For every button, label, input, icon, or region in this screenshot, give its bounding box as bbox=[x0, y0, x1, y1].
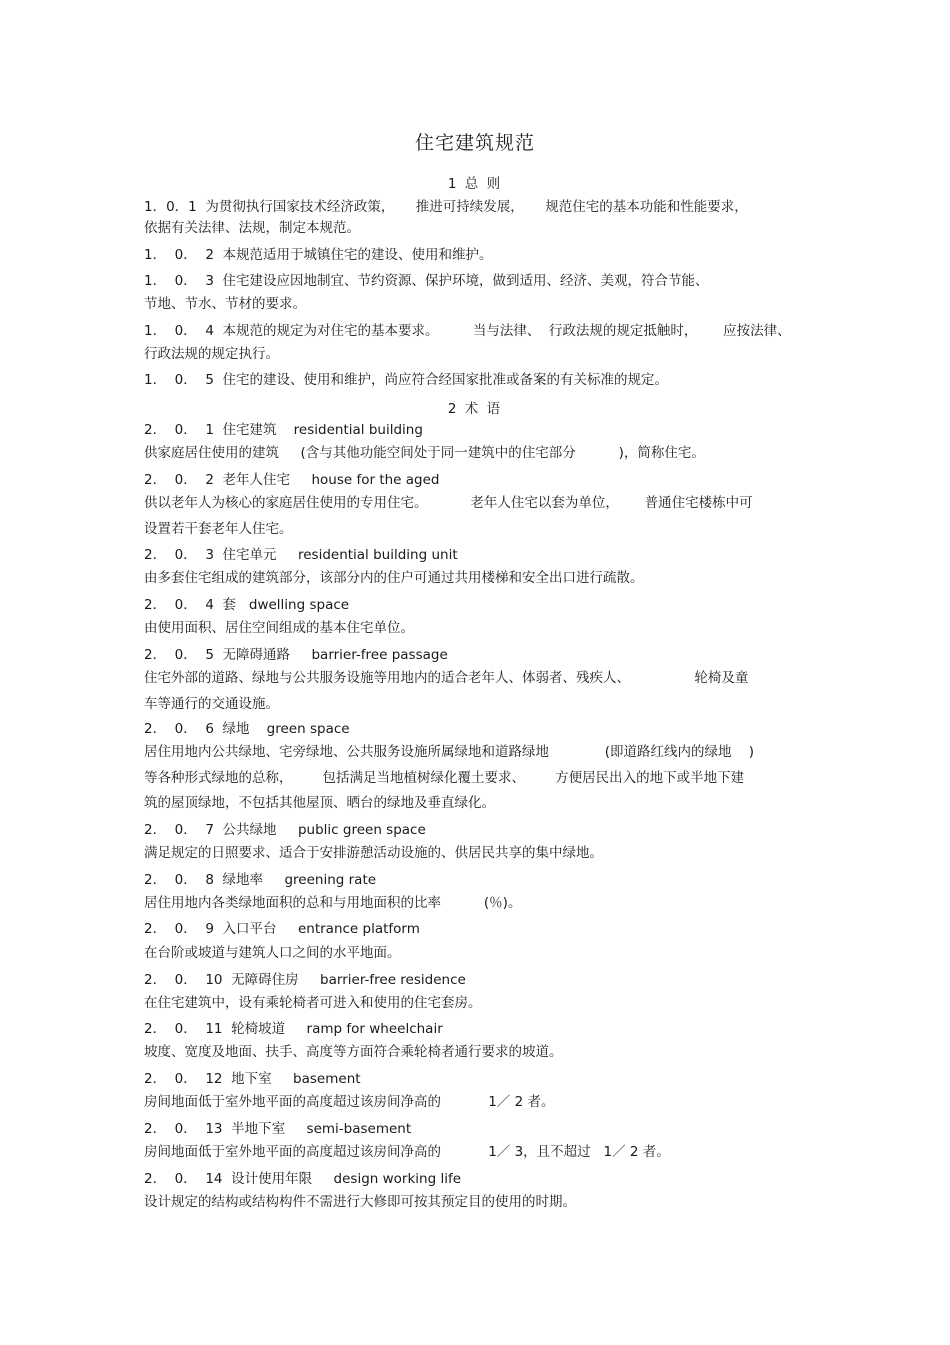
term-2-0-10: 2． 0． 10 无障碍住房 barrier-free residence bbox=[144, 972, 466, 988]
term-2-0-6-def-cont2: 筑的屋顶绿地，不包括其他屋顶、晒台的绿地及垂直绿化。 bbox=[144, 795, 495, 811]
clause-1-0-3-cont: 节地、节水、节材的要求。 bbox=[144, 296, 306, 312]
term-2-0-8-def: 居住用地内各类绿地面积的总和与用地面积的比率 (％)。 bbox=[144, 895, 522, 911]
term-2-0-3-def: 由多套住宅组成的建筑部分，该部分内的住户可通过共用楼梯和安全出口进行疏散。 bbox=[144, 570, 644, 586]
term-2-0-7: 2． 0． 7 公共绿地 public green space bbox=[144, 822, 426, 838]
term-2-0-4: 2． 0． 4 套 dwelling space bbox=[144, 597, 350, 613]
term-2-0-11: 2． 0． 11 轮椅坡道 ramp for wheelchair bbox=[144, 1021, 443, 1037]
term-2-0-5: 2． 0． 5 无障碍通路 barrier-free passage bbox=[144, 647, 448, 663]
term-2-0-8: 2． 0． 8 绿地率 greening rate bbox=[144, 872, 377, 888]
term-2-0-12-def: 房间地面低于室外地平面的高度超过该房间净高的 1／ 2 者。 bbox=[144, 1094, 555, 1110]
clause-1-0-2: 1． 0． 2 本规范适用于城镇住宅的建设、使用和维护。 bbox=[144, 247, 493, 263]
term-2-0-1: 2． 0． 1 住宅建筑 residential building bbox=[144, 422, 423, 438]
term-2-0-14: 2． 0． 14 设计使用年限 design working life bbox=[144, 1171, 462, 1187]
term-2-0-6-def-cont: 等各种形式绿地的总称， 包括满足当地植树绿化覆土要求、 方便居民出入的地下或半地下建 bbox=[144, 770, 745, 786]
term-2-0-11-def: 坡度、宽度及地面、扶手、高度等方面符合乘轮椅者通行要求的坡道。 bbox=[144, 1044, 563, 1060]
term-2-0-2: 2． 0． 2 老年人住宅 house for the aged bbox=[144, 472, 440, 488]
term-2-0-14-def: 设计规定的结构或结构构件不需进行大修即可按其预定目的使用的时期。 bbox=[144, 1194, 576, 1210]
term-2-0-7-def: 满足规定的日照要求、适合于安排游憩活动设施的、供居民共享的集中绿地。 bbox=[144, 845, 603, 861]
term-2-0-5-def-cont: 车等通行的交通设施。 bbox=[144, 696, 279, 712]
term-2-0-13-def: 房间地面低于室外地平面的高度超过该房间净高的 1／ 3，且不超过 1／ 2 者。 bbox=[144, 1144, 670, 1160]
term-2-0-12: 2． 0． 12 地下室 basement bbox=[144, 1071, 361, 1087]
document-title: 住宅建筑规范 bbox=[414, 132, 535, 154]
term-2-0-9: 2． 0． 9 入口平台 entrance platform bbox=[144, 921, 420, 937]
clause-1-0-1: 1．0．1 为贯彻执行国家技术经济政策， 推进可持续发展， 规范住宅的基本功能和性能要求， bbox=[144, 199, 748, 215]
term-2-0-6: 2． 0． 6 绿地 green space bbox=[144, 721, 350, 737]
term-2-0-1-def: 供家庭居住使用的建筑 (含与其他功能空间处于同一建筑中的住宅部分 )，简称住宅。 bbox=[144, 445, 705, 461]
term-2-0-10-def: 在住宅建筑中，设有乘轮椅者可进入和使用的住宅套房。 bbox=[144, 995, 482, 1011]
term-2-0-9-def: 在台阶或坡道与建筑人口之间的水平地面。 bbox=[144, 945, 401, 961]
term-2-0-4-def: 由使用面积、居住空间组成的基本住宅单位。 bbox=[144, 620, 414, 636]
clause-1-0-5: 1． 0． 5 住宅的建设、使用和维护，尚应符合经国家批准或备案的有关标准的规定。 bbox=[144, 372, 669, 388]
section-heading-general: 1 总 则 bbox=[447, 176, 503, 192]
term-2-0-2-def-cont: 设置若干套老年人住宅。 bbox=[144, 521, 293, 537]
clause-1-0-4-cont: 行政法规的规定执行。 bbox=[144, 346, 279, 362]
clause-1-0-3: 1． 0． 3 住宅建设应因地制宜、节约资源、保护环境，做到适用、经济、美观，符合节能、 bbox=[144, 273, 709, 289]
section-heading-terms: 2 术 语 bbox=[447, 401, 503, 417]
term-2-0-3: 2． 0． 3 住宅单元 residential building unit bbox=[144, 547, 458, 563]
term-2-0-6-def: 居住用地内公共绿地、宅旁绿地、公共服务设施所属绿地和道路绿地 (即道路红线内的绿地 ) bbox=[144, 744, 754, 760]
clause-1-0-4: 1． 0． 4 本规范的规定为对住宅的基本要求。 当与法律、 行政法规的规定抵触时， 应按法律、 bbox=[144, 323, 791, 339]
term-2-0-13: 2． 0． 13 半地下室 semi-basement bbox=[144, 1121, 412, 1137]
term-2-0-2-def: 供以老年人为核心的家庭居住使用的专用住宅。 老年人住宅以套为单位， 普通住宅楼栋中可 bbox=[144, 495, 753, 511]
term-2-0-5-def: 住宅外部的道路、绿地与公共服务设施等用地内的适合老年人、体弱者、残疾人、 轮椅及童 bbox=[144, 670, 749, 686]
clause-1-0-1-cont: 依据有关法律、法规，制定本规范。 bbox=[144, 220, 360, 236]
